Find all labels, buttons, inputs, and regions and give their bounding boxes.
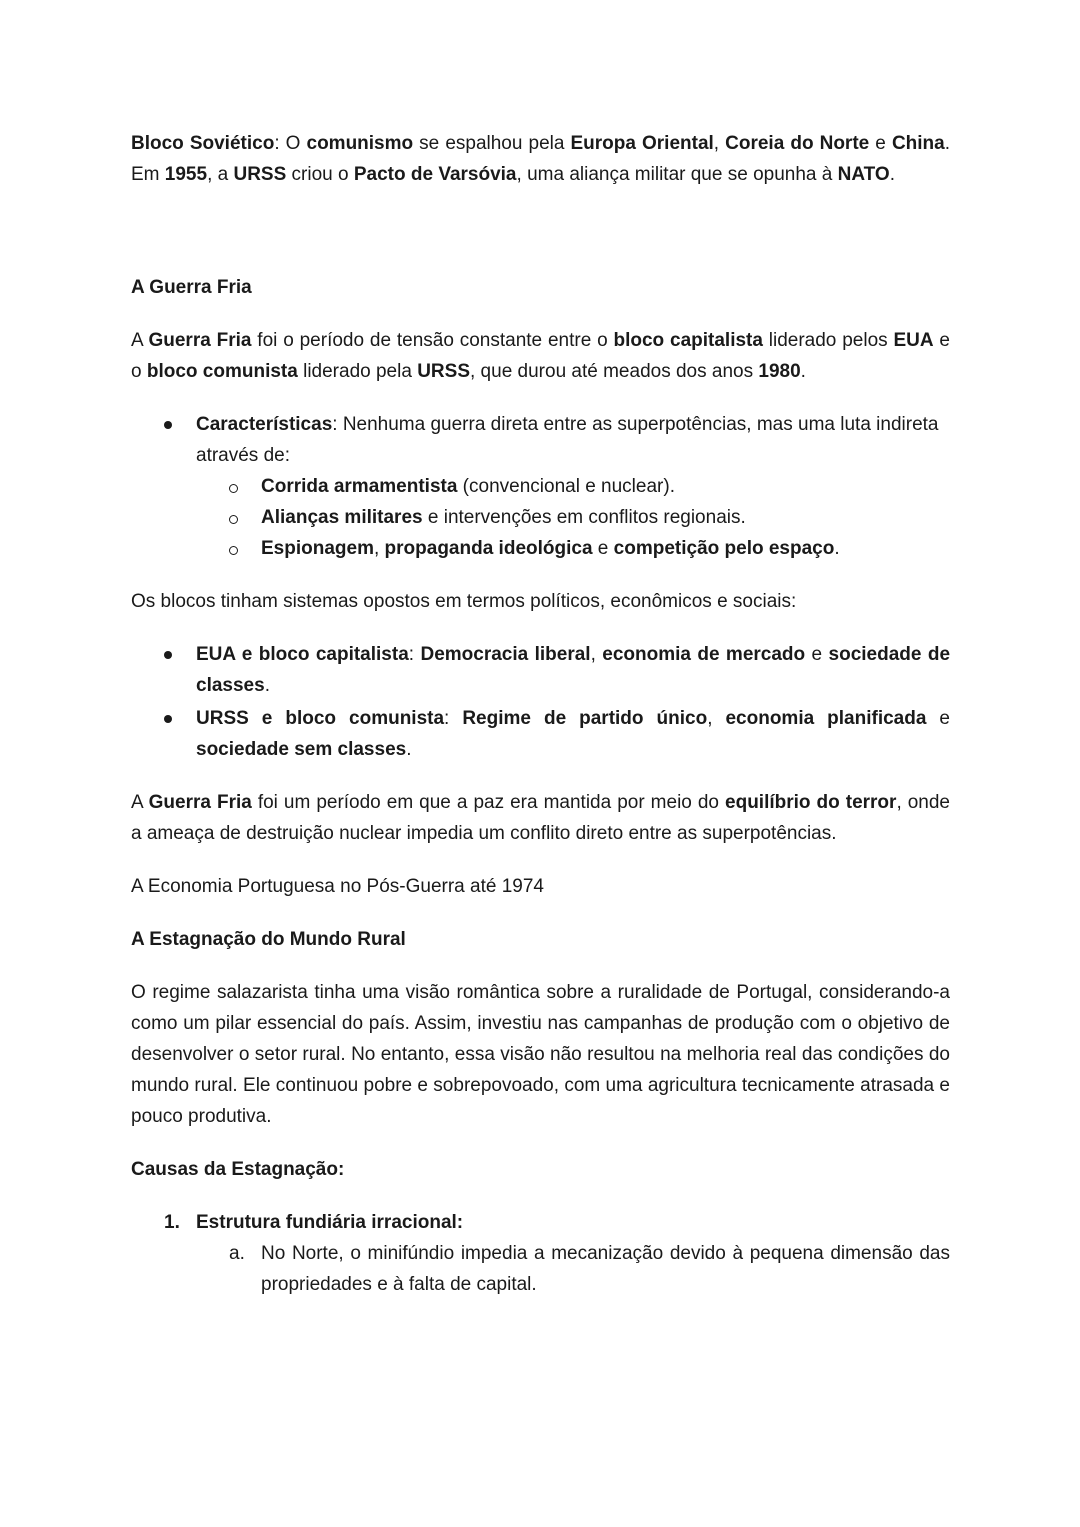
term-1980: 1980 <box>758 361 801 382</box>
text: foi o período de tensão constante entre o <box>251 330 614 351</box>
term-estrutura-fundiaria: Estrutura fundiária irracional: <box>196 1212 464 1233</box>
list-item-eua <box>131 639 950 701</box>
text: : <box>444 708 463 729</box>
term-europa-oriental: Europa Oriental <box>570 133 714 154</box>
term-coreia-do-norte: Coreia do Norte <box>725 133 870 154</box>
term-nato: NATO <box>837 164 890 185</box>
term-comunismo: comunismo <box>306 133 414 154</box>
text: . <box>264 675 270 696</box>
term-guerra-fria: Guerra Fria <box>148 330 252 351</box>
text: : <box>408 644 421 665</box>
sub-item-aliancas <box>131 502 950 533</box>
sub-item-causa-1a <box>131 1238 950 1300</box>
term-economia-de-mercado: economia de mercado <box>602 644 806 665</box>
text: e <box>805 644 829 665</box>
text: e intervenções em conflitos regionais. <box>422 507 746 528</box>
list-number: 1. <box>164 1212 180 1233</box>
text: , uma aliança militar que se opunha à <box>516 164 838 185</box>
text: foi um período em que a paz era mantida por meio do <box>251 792 726 813</box>
text: , <box>373 538 385 559</box>
text: : Nenhuma guerra direta entre as superpotências, mas uma luta indireta através de: <box>196 414 939 466</box>
heading-guerra-fria <box>131 272 950 303</box>
term-urss: URSS <box>417 361 470 382</box>
paragraph-equilibrio-terror <box>131 787 950 849</box>
text: , <box>590 644 603 665</box>
heading-estagnacao <box>131 924 950 955</box>
term-equilibrio-do-terror: equilíbrio do terror <box>725 792 897 813</box>
text: , a <box>207 164 234 185</box>
term-pacto-de-varsovia: Pacto de Varsóvia <box>353 164 517 185</box>
text: criou o <box>286 164 354 185</box>
list-blocos <box>131 639 950 765</box>
text: . <box>889 164 895 185</box>
term-bloco-sovietico: Bloco Soviético <box>131 133 275 154</box>
text: se espalhou pela <box>413 133 571 154</box>
term-china: China <box>891 133 945 154</box>
text: liderado pela <box>297 361 418 382</box>
term-bloco-comunista: bloco comunista <box>146 361 298 382</box>
term-1955: 1955 <box>164 164 208 185</box>
text: . <box>834 538 840 559</box>
term-guerra-fria: Guerra Fria <box>148 792 252 813</box>
text: A <box>131 792 149 813</box>
heading-text: A Guerra Fria <box>131 277 252 298</box>
term-corrida-armamentista: Corrida armamentista <box>261 476 458 497</box>
list-letter: a. <box>229 1243 245 1264</box>
text: e <box>592 538 614 559</box>
paragraph-guerra-fria-intro <box>131 325 950 387</box>
text: , <box>713 133 726 154</box>
term-economia-planificada: economia planificada <box>725 708 927 729</box>
text: No Norte, o minifúndio impedia a mecanização devido à pequena dimensão das propriedades e à falta de capital. <box>261 1243 950 1295</box>
text: e <box>926 708 950 729</box>
text: e o <box>131 330 950 382</box>
term-caracteristicas: Características <box>196 414 333 435</box>
term-eua: EUA <box>893 330 934 351</box>
paragraph-regime-salazarista: O regime salazarista tinha uma visão romântica sobre a ruralidade de Portugal, considerando-a como um pilar essencial do país. Assim, investiu nas campanhas de produção com o objetivo de desenvolver o setor rural. No entanto, essa visão não resultou na melhoria real das condições do mundo rural. Ele continuou pobre e sobrepovoado, com uma agricultura tecnicamente atrasada e pouco produtiva. <box>131 982 950 1127</box>
paragraph-bloco-sovietico <box>131 128 950 190</box>
sub-item-espionagem <box>131 533 950 564</box>
term-sociedade-sem-classes: sociedade sem classes <box>196 739 407 760</box>
text: , <box>707 708 726 729</box>
term-propaganda: propaganda ideológica <box>384 538 593 559</box>
list-item-caracteristicas <box>131 409 950 471</box>
heading-text: A Estagnação do Mundo Rural <box>131 929 406 950</box>
list-item-causa-1 <box>131 1207 950 1238</box>
term-espionagem: Espionagem <box>261 538 374 559</box>
term-urss-bloco-comunista: URSS e bloco comunista <box>196 708 445 729</box>
text: A <box>131 330 149 351</box>
text: , que durou até meados dos anos <box>470 361 759 382</box>
term-bloco-capitalista: bloco capitalista <box>613 330 763 351</box>
heading-text: Causas da Estagnação: <box>131 1159 345 1180</box>
sub-item-corrida <box>131 471 950 502</box>
term-regime-partido-unico: Regime de partido único <box>462 708 708 729</box>
text: (convencional e nuclear). <box>457 476 675 497</box>
list-causas <box>131 1207 950 1300</box>
list-caracteristicas <box>131 409 950 564</box>
list-item-urss <box>131 703 950 765</box>
term-democracia-liberal: Democracia liberal <box>420 644 591 665</box>
term-sociedade-de-classes: sociedade de classes <box>196 644 951 696</box>
term-aliancas-militares: Alianças militares <box>261 507 423 528</box>
text: . <box>800 361 806 382</box>
text: : O <box>274 133 307 154</box>
term-eua-bloco-capitalista: EUA e bloco capitalista <box>196 644 409 665</box>
heading-causas <box>131 1154 950 1185</box>
document-page <box>131 128 950 1300</box>
text: . <box>406 739 412 760</box>
text: . Em <box>131 133 950 185</box>
section-title-economia-portuguesa: A Economia Portuguesa no Pós-Guerra até 1974 <box>131 876 544 897</box>
term-competicao-espaco: competição pelo espaço <box>613 538 835 559</box>
text: , onde a ameaça de destruição nuclear impedia um conflito direto entre as superpotências. <box>131 792 950 844</box>
paragraph-blocos-intro: Os blocos tinham sistemas opostos em termos políticos, econômicos e sociais: <box>131 591 797 612</box>
term-urss: URSS <box>233 164 287 185</box>
text: e <box>869 133 892 154</box>
text: liderado pelos <box>762 330 894 351</box>
